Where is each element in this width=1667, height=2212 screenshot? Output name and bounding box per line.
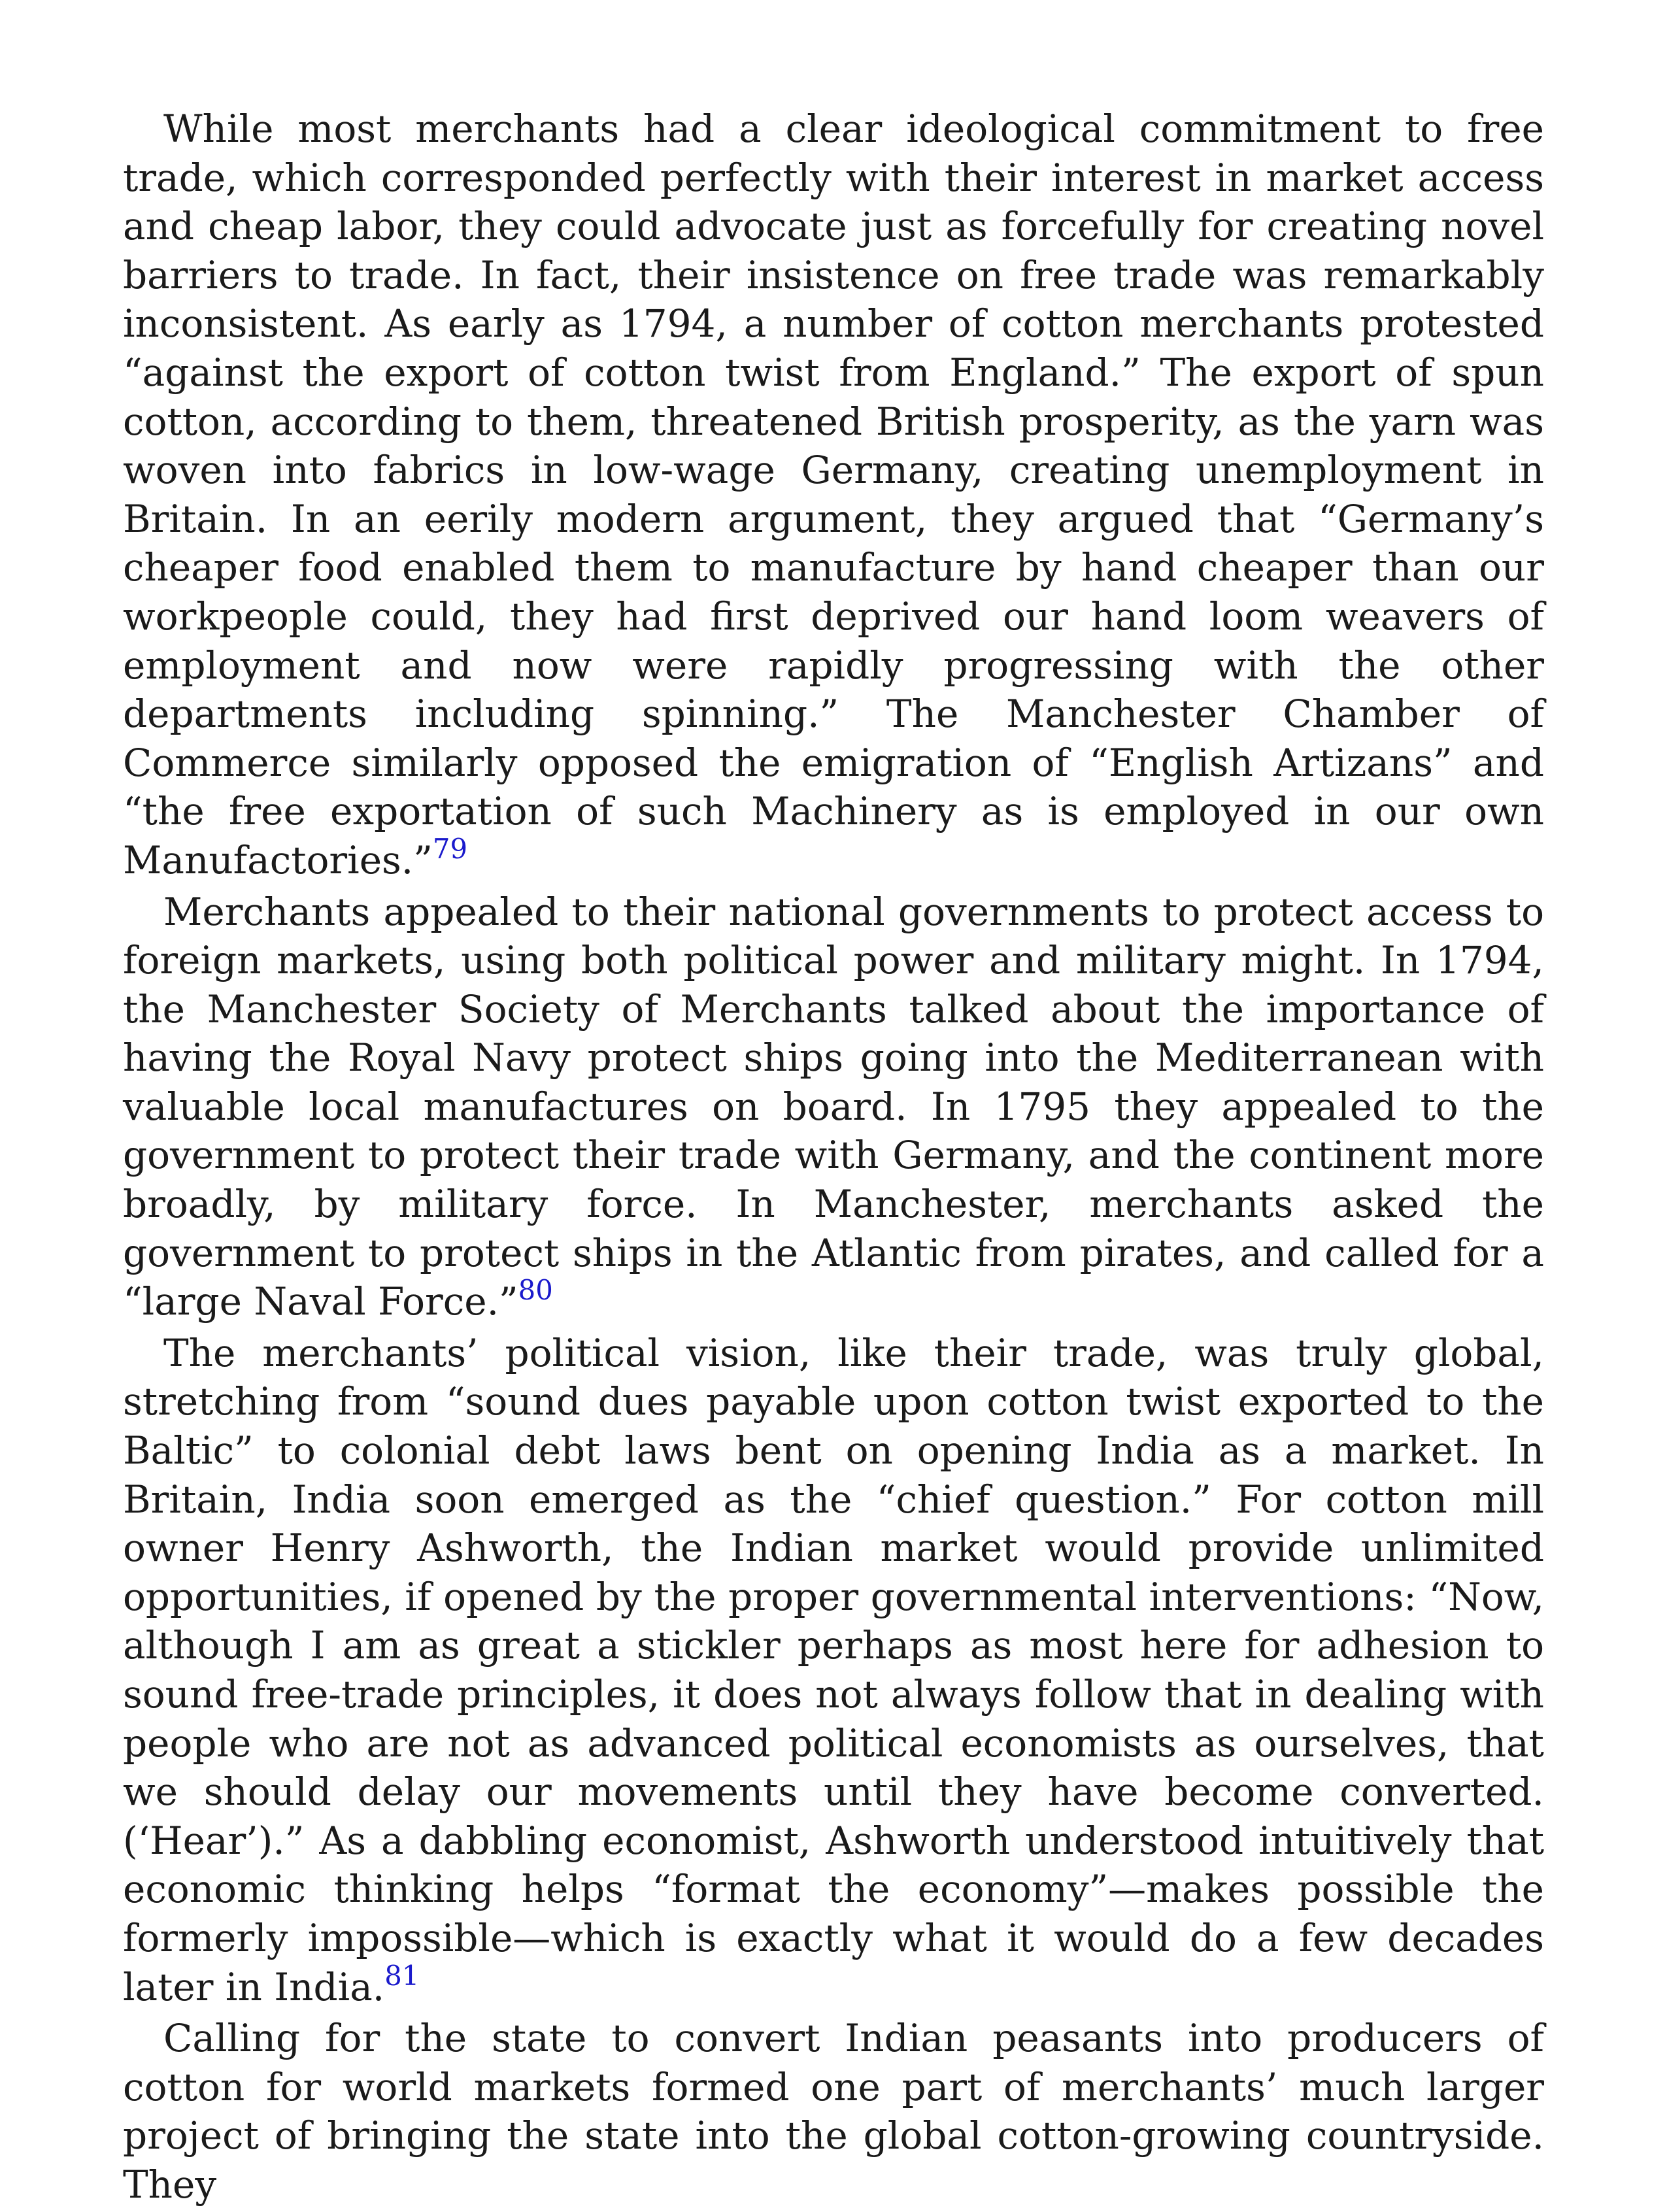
paragraph-3-text: The merchants’ political vision, like their trade, was truly global, stretching from “sound dues payable upon cotton twist exported to the Baltic” to colonial debt laws bent on opening India as a market. In Britain, India soon emerged as the “chief question.” For cotton mill owner Henry Ashworth, the Indian market would provide unlimited opportunities, if opened by the proper governmental interventions: “Now, although I am as great a stickler perhaps as most here for adhesion to sound free-trade principles, it does not always follow that in dealing with people who are not as advanced political economists as ourselves, that we should delay our movements until they have become converted. (‘Hear’).” As a dabbling economist, Ashworth understood intuitively that economic thinking helps “format the economy”—makes possible the formerly impossible—which is exactly what it would do a few decades later in India.	[123, 1330, 1544, 2009]
document-page	[123, 105, 1544, 2212]
paragraph-2	[123, 888, 1544, 1326]
paragraph-1-text: While most merchants had a clear ideological commitment to free trade, which corresponded perfectly with their interest in market access and cheap labor, they could advocate just as forcefully for creating novel barriers to trade. In fact, their insistence on free trade was remarkably inconsistent. As early as 1794, a number of cotton merchants protested “against the export of cotton twist from England.” The export of spun cotton, according to them, threatened British prosperity, as the yarn was woven into fabrics in low-wage Germany, creating unemployment in Britain. In an eerily modern argument, they argued that “Germany’s cheaper food enabled them to manufacture by hand cheaper than our workpeople could, they had first deprived our hand loom weavers of employment and now were rapidly progressing with the other departments including spinning.” The Manchester Chamber of Commerce similarly opposed the emigration of “English Artizans” and “the free exportation of such Machinery as is employed in our own Manufactories.”	[123, 107, 1544, 882]
footnote-link-80[interactable]: 80	[518, 1274, 553, 1307]
paragraph-2-text: Merchants appealed to their national governments to protect access to foreign markets, using both political power and military might. In 1794, the Manchester Society of Merchants talked about the importance of having the Royal Navy protect ships going into the Mediterranean with valuable local manufactures on board. In 1795 they appealed to the government to protect their trade with Germany, and the continent more broadly, by military force. In Manchester, merchants asked the government to protect ships in the Atlantic from pirates, and called for a “large Naval Force.”	[123, 889, 1544, 1324]
paragraph-4-text: Calling for the state to convert Indian peasants into producers of cotton for world markets formed one part of merchants’ much larger project of bringing the state into the global cotton-growing countryside. They	[123, 2016, 1544, 2207]
footnote-link-81[interactable]: 81	[384, 1959, 420, 1992]
paragraph-1	[123, 105, 1544, 885]
footnote-link-79[interactable]: 79	[432, 832, 468, 865]
paragraph-3	[123, 1329, 1544, 2011]
paragraph-4	[123, 2014, 1544, 2209]
